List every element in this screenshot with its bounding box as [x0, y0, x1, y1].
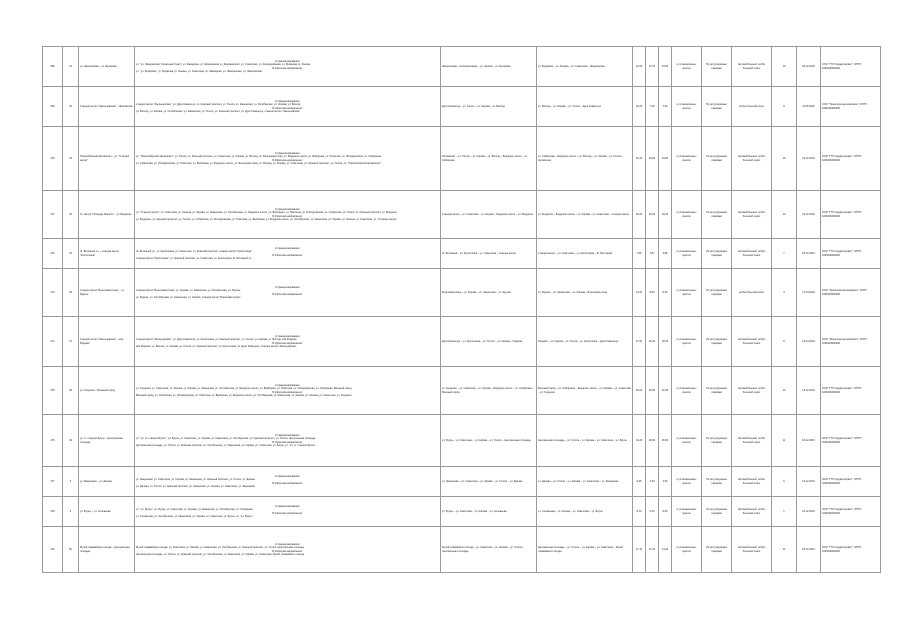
path-forward-heading: Аттракционирования: [274, 434, 301, 438]
stops-back: станция метро – ул. Советская – ул. Кропоткина – Ж. Бетонный [537, 239, 633, 269]
length-back: 44,60 [646, 127, 659, 191]
vehicle-class: Автомобильный, особо большой класс [732, 317, 772, 367]
vehicle-class: Автомобильный, особо большой класс [732, 239, 772, 269]
stops-forward: Автовокзал – ул. Гоголя – ул. Кирова – ул. Восход – Бердское шоссе – ул. Сибирская [441, 127, 537, 191]
length-back: 3,87 [646, 239, 659, 269]
path-back: ул. "ул. Бухарова", ул. Бухарова ул. Ленина, ул. Советская, ул. Заводская, ул. Жмеринская, ул. Жмеринская [136, 69, 262, 73]
vehicle-count: 6 [772, 467, 797, 497]
route-path [135, 467, 441, 497]
length-back: 3,30 [646, 467, 659, 497]
vehicle-class: Автомобильный, особо большой класс [732, 527, 772, 573]
start-date: 11.09.2020 [797, 87, 821, 127]
row-number: 473 [43, 269, 63, 317]
start-date: 03.12.2015 [797, 47, 821, 87]
tariff-type: По регулируемым тарифам [702, 127, 732, 191]
length-forward: 9,45 [633, 467, 646, 497]
carrier: ООО "ГТК Гордарссервис", ОГРН: 1025400000000 [821, 239, 881, 269]
path-back-heading: В обратном направлении: [272, 253, 303, 257]
vehicle-count: 13 [772, 367, 797, 415]
table-row [43, 47, 881, 87]
vehicle-class: Автомобильный, особо большой класс [732, 127, 772, 191]
table-row [43, 87, 881, 127]
path-forward: ул. Геодезия, ул. Советская, ул. Ленина, ул. Кирова, ул. Каменская, ул. Октябрьская, ул. Бердское шоссе, ул. Выборная, ул. Никитина, ул. Ипподромская, ул. Сибирская, Военный город [136, 387, 352, 391]
route-name: Станция метро "Заельцовская" – ж/м Родники [79, 317, 135, 367]
table-row [43, 191, 881, 239]
stops-back: ул. Восход – ул. Кирова – ул. Гоголя – Дуси Ковальчук [537, 87, 633, 127]
table-row [43, 527, 881, 573]
boarding-mode: в установленных пунктах [672, 269, 702, 317]
route-path [135, 367, 441, 415]
length-forward: 7,95 [633, 239, 646, 269]
length-total: 3,86 [659, 239, 672, 269]
route-name: Ж. Бетонный ул. – станция метро "Кропоткина" [79, 239, 135, 269]
carrier: ООО "Транспортная компания", ОГРН: 1095400000000 [821, 269, 881, 317]
route-name: Новосибирский автовокзал – ул. "Станция метро" [79, 127, 135, 191]
length-back: 7,46 [646, 87, 659, 127]
length-forward: 17,10 [633, 527, 646, 573]
length-back: 15,20 [646, 191, 659, 239]
row-number: 479 [43, 527, 63, 573]
route-path [135, 87, 441, 127]
length-total: 6,20 [659, 269, 672, 317]
stops-forward: Жмеринская – Кооперативная – ул. Ленина – ул. Бухарова [441, 47, 537, 87]
length-total: 26,90 [659, 415, 672, 467]
path-forward: станция метро "Заельцовская", ул. Дуси Ковальчук, ул. Кропоткина, ул. Красный проспект, ул. Гоголя, ул. Кирова, ул. Восход, ж/м Родники [136, 338, 297, 342]
length-back: 18,60 [646, 415, 659, 467]
tariff-type: По регулируемым тарифам [702, 269, 732, 317]
route-id: 44 [63, 191, 79, 239]
path-forward-heading: Аттракционирования: [274, 100, 301, 104]
boarding-mode: в установленных пунктах [672, 47, 702, 87]
route-id: 49 [63, 415, 79, 467]
length-forward: 16,25 [633, 87, 646, 127]
length-total: 4,50 [659, 467, 672, 497]
vehicle-class: особо большой класс [732, 87, 772, 127]
start-date: 16.12.2015 [797, 127, 821, 191]
length-forward: 32,43 [633, 127, 646, 191]
path-back-heading: В обратном направлении: [272, 214, 303, 218]
route-id: 47 [63, 317, 79, 367]
table-row [43, 127, 881, 191]
row-number: 469 [43, 87, 63, 127]
vehicle-class: Автомобильный, особо большой класс [732, 467, 772, 497]
vehicle-count: 10 [772, 47, 797, 87]
vehicle-count: 3 [772, 269, 797, 317]
stops-forward: Дуси Ковальчук – ул. Гоголя – ул. Кирова – ул. Восход [441, 87, 537, 127]
vehicle-count: 7 [772, 239, 797, 269]
route-path [135, 497, 441, 527]
path-forward: станция метро "Заельцовская", ул. Дуси Ковальчук, ул. Красный проспект, ул. Гоголя, ул. Каменская, ул. Октябрьская, ул. Кирова, ул. Восход [136, 103, 301, 107]
table-row [43, 239, 881, 269]
carrier: ООО "ГТК Гордарссервис", ОГРН: 1025400000000 [821, 467, 881, 497]
row-number: 471 [43, 191, 63, 239]
path-forward: ул. Зверинная, ул. Советская, ул. Кирова, ул. Каменская, ул. Красный проспект, ул. Гоголя, ул. Дачная [136, 478, 255, 482]
length-total: 34,80 [659, 127, 672, 191]
length-total: 18,20 [659, 191, 672, 239]
path-back: Центральная площадь, ул. Гоголя, ул. Красный проспект, ул. Октябрьская, ул. Каменская, ул. Кирова, ул. Советская, ул. Бугры, ул. "ул. ст. станция Бугры" [136, 443, 316, 447]
route-id: 48 [63, 367, 79, 415]
tariff-type: По регулируемым тарифам [702, 239, 732, 269]
route-name: Ст. метро "Площадь Маркса" – ул. Бердское [79, 191, 135, 239]
path-forward: Музей трамвайного поезда, ул. Советская, ул. Кирова, ул. Каменская, ул. Октябрьская, ул. Красный проспект, ул. Гоголя, Центральная площадь [136, 546, 305, 550]
route-id: 45 [63, 239, 79, 269]
route-path [135, 47, 441, 87]
vehicle-count: 11 [772, 415, 797, 467]
path-forward-heading: Аттракционирования: [274, 247, 301, 251]
length-back: 6,10 [646, 497, 659, 527]
route-id: 42 [63, 87, 79, 127]
path-back: ж/м Родники, ул. Восход, ул. Кирова, ул. Гоголя, ул. Красный проспект, ул. Кропоткина, ул. Дуси Ковальчук, станция метро "Заельцовская" [136, 344, 297, 348]
row-number: 477 [43, 467, 63, 497]
stops-back: ул. Бухарова – ул. Ленина – ул. Советская – Жмеринская [537, 47, 633, 87]
stops-forward: ул. Геодезия – ул. Советская – ул. Кирова – Бердское шоссе – ул. Сибирская – Военный город [441, 367, 537, 415]
stops-back: ул. Фрунзе – ул. Каменская – ул. Кирова – Березовая роща [537, 269, 633, 317]
tariff-type: По регулируемым тарифам [702, 87, 732, 127]
path-back: станция метро "Кропоткина", ул. Красный проспект, ул. Советская, ул. Кропоткина, Ж. Бетонный ул. [136, 256, 252, 260]
boarding-mode: в установленных пунктах [672, 367, 702, 415]
vehicle-count: 10 [772, 191, 797, 239]
carrier: ООО "Транспортная компания", ОГРН: 1095400000000 [821, 317, 881, 367]
vehicle-count: 16 [772, 127, 797, 191]
table-row [43, 367, 881, 415]
route-name: Станция метро "Заельцовская" – Жилмассив [79, 87, 135, 127]
route-name: ул. Геодезия – Военный город [79, 367, 135, 415]
length-forward: 30,00 [633, 367, 646, 415]
carrier: ООО "ГТК Гордарссервис", ОГРН: 1025400000000 [821, 415, 881, 467]
vehicle-class: Автомобильный, особо большой класс [732, 367, 772, 415]
carrier: ООО "ГТК Гордарссервис", ОГРН: 1025400000000 [821, 127, 881, 191]
stops-forward: ул. Зверинная – ул. Советская – ул. Кирова – ул. Гоголя – ул. Дачная [441, 467, 537, 497]
vehicle-count: 11 [772, 527, 797, 573]
path-forward-heading: Аттракционирования: [274, 208, 301, 212]
document-sheet [42, 46, 880, 573]
length-total: 24,64 [659, 47, 672, 87]
path-forward: ул. "Новосибирский автовокзал", ул. Гоголя, ул. Красный проспект, ул. Советская, ул. Кирова, ул. Восход, ул. Большевистская, ул. Бердское шоссе, ул. Выборная, ул. Никитина, ул. Ипподромская, ул. Сибирская [136, 155, 381, 159]
stops-forward: Станция метро – ул. Советская – ул. Кирова – Бердское шоссе – ул. Бердское [441, 191, 537, 239]
length-total: 14,20 [659, 527, 672, 573]
stops-forward: ул. Бугры – ул. Советская – ул. Кирова – ул. Соловьева [441, 497, 537, 527]
carrier: ООО "ГТК Гордарссервис", ОГРН: 1025400000000 [821, 367, 881, 415]
length-forward: 24,20 [633, 415, 646, 467]
carrier: ООО "ГТК Гордарссервис", ОГРН: 1025400000000 [821, 47, 881, 87]
tariff-type: По регулируемым тарифам [702, 367, 732, 415]
stops-back: ул. Соловьева – ул. Кирова – ул. Советская – ул. Бугры [537, 497, 633, 527]
route-id: 41 [63, 47, 79, 87]
length-total: 32,00 [659, 367, 672, 415]
boarding-mode: в установленных пунктах [672, 527, 702, 573]
length-forward: 18,20 [633, 191, 646, 239]
path-back: ул. Дачная, ул. Гоголя, ул. Красный проспект, ул. Каменская, ул. Кирова, ул. Советская, ул. Зверинная [136, 484, 255, 488]
path-forward-heading: Аттракционирования: [274, 543, 301, 547]
boarding-mode: в установленных пунктах [672, 467, 702, 497]
tariff-type: По регулируемым тарифам [702, 467, 732, 497]
boarding-mode: в установленных пунктах [672, 127, 702, 191]
stops-forward: ул. Бугры – ул. Советская – ул. Кирова – ул. Гоголя – Центральная площадь [441, 415, 537, 467]
vehicle-count: 8 [772, 317, 797, 367]
route-path [135, 527, 441, 573]
stops-back: ул. Сибирская – Бердское шоссе – ул. Восход – ул. Кирова – ул. Гоголя – Автовокзал [537, 127, 633, 191]
length-back: 8,50 [646, 269, 659, 317]
row-number: 468 [43, 47, 63, 87]
tariff-type: По регулируемым тарифам [702, 47, 732, 87]
boarding-mode: в установленных пунктах [672, 191, 702, 239]
path-back: Центральная площадь, ул. Гоголя, ул. Красный проспект, ул. Октябрьская, ул. Каменская, ул. Кирова, ул. Советская, Музей трамвайного поезда [136, 552, 305, 556]
path-back: ул. Сибирская, ул. Ипподромская, ул. Никитина, ул. Выборная, ул. Бердское шоссе, ул. Большевистская, ул. Восход, ул. Кирова, ул. Советская, ул. Красный проспект, ул. Гоголя, ул. "Новосибирский автовокзал" [136, 161, 381, 165]
vehicle-class: Автомобильный, особо большой класс [732, 191, 772, 239]
table-row [43, 317, 881, 367]
path-back: ул. Восход, ул. Кирова, ул. Октябрьская, ул. Каменская, ул. Гоголя, ул. Красный проспект, ул. Дуси Ковальчук, станция метро "Заельцовская" [136, 109, 301, 113]
route-path [135, 239, 441, 269]
length-forward: 8,10 [633, 497, 646, 527]
path-forward-heading: Аттракционирования: [274, 286, 301, 290]
path-forward: ул. "ул. Бугры", ул. Бугры, ул. Советская, ул. Кирова, ул. Каменская, ул. Октябрьская, ул. Соловьева [136, 508, 253, 512]
length-total: 18,20 [659, 317, 672, 367]
tariff-type: По регулируемым тарифам [702, 191, 732, 239]
route-name: ул. ст. станция Бугры – Центральная площадь [79, 415, 135, 467]
path-forward: ул. "ул. Жмеринская" (Конечный пункт), ул. Заводская, ул. Жмеринская ул. Дзержинского, ул. Советская, ул. Кооперативная, ул. Бухарова ул. Ленина [136, 63, 311, 67]
route-name: ул. Зверинная – ул. Дачная [79, 467, 135, 497]
row-number: 475 [43, 367, 63, 415]
stops-forward: Ж. Бетонный – ул. Кропоткина – ул. Советская – станция метро [441, 239, 537, 269]
path-forward-heading: Аттракционирования: [274, 335, 301, 339]
boarding-mode: в установленных пунктах [672, 415, 702, 467]
length-back: 31,80 [646, 367, 659, 415]
stops-back: ул. Бердское – Бердское шоссе – ул. Кирова – ул. Советская – Станция метро [537, 191, 633, 239]
table-row [43, 497, 881, 527]
route-id: 43 [63, 127, 79, 191]
boarding-mode: в установленных пунктах [672, 317, 702, 367]
path-back-heading: В обратном направлении: [272, 481, 303, 485]
row-number: 476 [43, 415, 63, 467]
routes-table [42, 46, 881, 573]
route-path [135, 415, 441, 467]
table-row [43, 415, 881, 467]
length-forward: 12,66 [633, 47, 646, 87]
vehicle-count: 1 [772, 497, 797, 527]
length-back: 16,10 [646, 317, 659, 367]
stops-back: Центральная площадь – ул. Гоголя – ул. Кирова – ул. Советская – Музей трамвайного поезда [537, 527, 633, 573]
stops-back: ул. Дачная – ул. Гоголя – ул. Кирова – ул. Советская – ул. Зверинная [537, 467, 633, 497]
row-number: 472 [43, 239, 63, 269]
stops-forward: Музей трамвайного поезда – ул. Советская – ул. Кирова – ул. Гоголя – Центральная площадь [441, 527, 537, 573]
path-forward: Ж. Бетонный ул., ул. Кропоткина, ул. Советская, ул. Красный проспект, станция метро "Кропоткина" [136, 250, 252, 254]
start-date: 03.12.2015 [797, 239, 821, 269]
length-back: 14,70 [646, 47, 659, 87]
carrier: ООО "ГТК Гордарссервис", ОГРН: 1025400000000 [821, 191, 881, 239]
table-row [43, 269, 881, 317]
tariff-type: По регулируемым тарифам [702, 527, 732, 573]
route-path [135, 317, 441, 367]
path-forward: ул. "Станция метро", ул. Советская, ул. Ленина, ул. Кирова, ул. Каменская, ул. Октябрьская, ул. Бердское шоссе, ул. Выборная, ул. Никитина, ул. Ипподромская, ул. Сибирская, ул. Гоголя, ул. Красный проспект, ул. Бердское [136, 211, 397, 215]
path-back-heading: В обратном направлении: [272, 511, 303, 515]
route-path [135, 269, 441, 317]
tariff-type: По регулируемым тарифам [702, 317, 732, 367]
table-body [43, 47, 881, 573]
path-back: ул. Фрунзе, ул. Октябрьская, ул. Каменская, ул. Кирова, станция метро "Березовая роща" [136, 295, 241, 299]
route-id: 46 [63, 269, 79, 317]
path-back-heading: В обратном направлении: [272, 341, 303, 345]
path-forward: станция метро "Березовая роща", ул. Кирова, ул. Каменская, ул. Октябрьская, ул. Фрунзе [136, 289, 241, 293]
tariff-type: По регулируемым тарифам [702, 415, 732, 467]
tariff-type: По регулируемым тарифам [702, 497, 732, 527]
path-back-heading: В обратном направлении: [272, 292, 303, 296]
path-back-heading: В обратном направлении: [272, 158, 303, 162]
path-forward-heading: Аттракционирования: [274, 60, 301, 64]
vehicle-count: 9 [772, 87, 797, 127]
route-path [135, 127, 441, 191]
stops-forward: Березовая роща – ул. Кирова – ул. Каменская – ул. Фрунзе [441, 269, 537, 317]
path-back-heading: В обратном направлении: [272, 66, 303, 70]
vehicle-class: Автомобильный, особо большой класс [732, 47, 772, 87]
carrier: ООО "ГТК Гордарссервис", ОГРН: 1025400000000 [821, 497, 881, 527]
path-back: Военный город, ул. Сибирская, ул. Ипподромская, ул. Никитина, ул. Выборная, ул. Бердское шоссе, ул. Октябрьская, ул. Каменская, ул. Кирова, ул. Ленина, ул. Советская, ул. Геодезия [136, 393, 352, 397]
start-date: 16.12.2020 [797, 191, 821, 239]
length-forward: 13,22 [633, 269, 646, 317]
route-path [135, 191, 441, 239]
length-total: 7,90 [659, 87, 672, 127]
route-name: Музей трамвайного поезда – Центральная площадь [79, 527, 135, 573]
route-id: 4 [63, 467, 79, 497]
route-id: 50 [63, 527, 79, 573]
start-date: 16.12.2015 [797, 497, 821, 527]
carrier: ООО "Транспортная компания", ОГРН: 1095400000000 [821, 87, 881, 127]
boarding-mode: в установленных пунктах [672, 497, 702, 527]
table-row [43, 467, 881, 497]
start-date: 03.12.2015 [797, 415, 821, 467]
vehicle-class: Автомобильный, особо большой класс [732, 415, 772, 467]
stops-back: Центральная площадь – ул. Гоголя – ул. Кирова – ул. Советская – ул. Бугры [537, 415, 633, 467]
path-forward-heading: Аттракционирования: [274, 475, 301, 479]
route-name: ул. Жмеринская – ул. Бухарова [79, 47, 135, 87]
stops-back: Родники – ул. Кирова – ул. Гоголя – ул. Кропоткина – Дуси Ковальчук [537, 317, 633, 367]
carrier: ООО "ГТК Гордарссервис", ОГРН: 1025400000000 [821, 527, 881, 573]
stops-back: Военный город – ул. Сибирская – Бердское шоссе – ул. Кирова – ул. Советская – ул. Геодезия [537, 367, 633, 415]
route-name: станция метро "Березовая роща" – ул. Фрунзе [79, 269, 135, 317]
row-number: 478 [43, 497, 63, 527]
start-date: 13.12.2015 [797, 467, 821, 497]
length-forward: 17,00 [633, 317, 646, 367]
start-date: 13.04.2019 [797, 317, 821, 367]
boarding-mode: в установленных пунктах [672, 239, 702, 269]
path-forward-heading: Аттракционирования: [274, 152, 301, 156]
path-back: ул. Соловьева, ул. Октябрьская, ул. Каменская, ул. Кирова, ул. Советская, ул. Бугры, ул. "ул. Бугры" [136, 514, 253, 518]
start-date: 13.12.2015 [797, 367, 821, 415]
length-total: 8,00 [659, 497, 672, 527]
vehicle-class: особо большой класс [732, 269, 772, 317]
path-back-heading: В обратном направлении: [272, 106, 303, 110]
length-back: 17,10 [646, 527, 659, 573]
start-date: 03.12.2015 [797, 527, 821, 573]
path-back-heading: В обратном направлении: [272, 390, 303, 394]
row-number: 470 [43, 127, 63, 191]
path-forward-heading: Аттракционирования: [274, 505, 301, 509]
path-back: ул. Бердское, ул. Красный проспект, ул. Гоголя, ул. Сибирская, ул. Ипподромская, ул. Никитина, ул. Выборная, ул. Бердское шоссе, ул. Октябрьская, ул. Каменская, ул. Кирова, ул. Ленина, ул. Советская, ул. "Станция метро" [136, 217, 397, 221]
path-back-heading: В обратном направлении: [272, 440, 303, 444]
start-date: 17.04.2019 [797, 269, 821, 317]
boarding-mode: в установленных пунктах [672, 87, 702, 127]
stops-forward: Дуси Ковальчук – ул. Кропоткина – ул. Гоголя – ул. Кирова – Родники [441, 317, 537, 367]
route-id: 5 [63, 497, 79, 527]
path-forward: ул. "ул. ст. станция Бугры", ул. Бугры, ул. Советская, ул. Кирова, ул. Каменская, ул. Октябрьская, ул. Красный проспект, ул. Гоголя, Центральная площадь [136, 437, 316, 441]
route-name: ул. Бугры – ул. Соловьева [79, 497, 135, 527]
row-number: 474 [43, 317, 63, 367]
path-back-heading: В обратном направлении: [272, 549, 303, 553]
vehicle-class: Автомобильный, особо большой класс [732, 497, 772, 527]
path-forward-heading: Аттракционирования: [274, 384, 301, 388]
